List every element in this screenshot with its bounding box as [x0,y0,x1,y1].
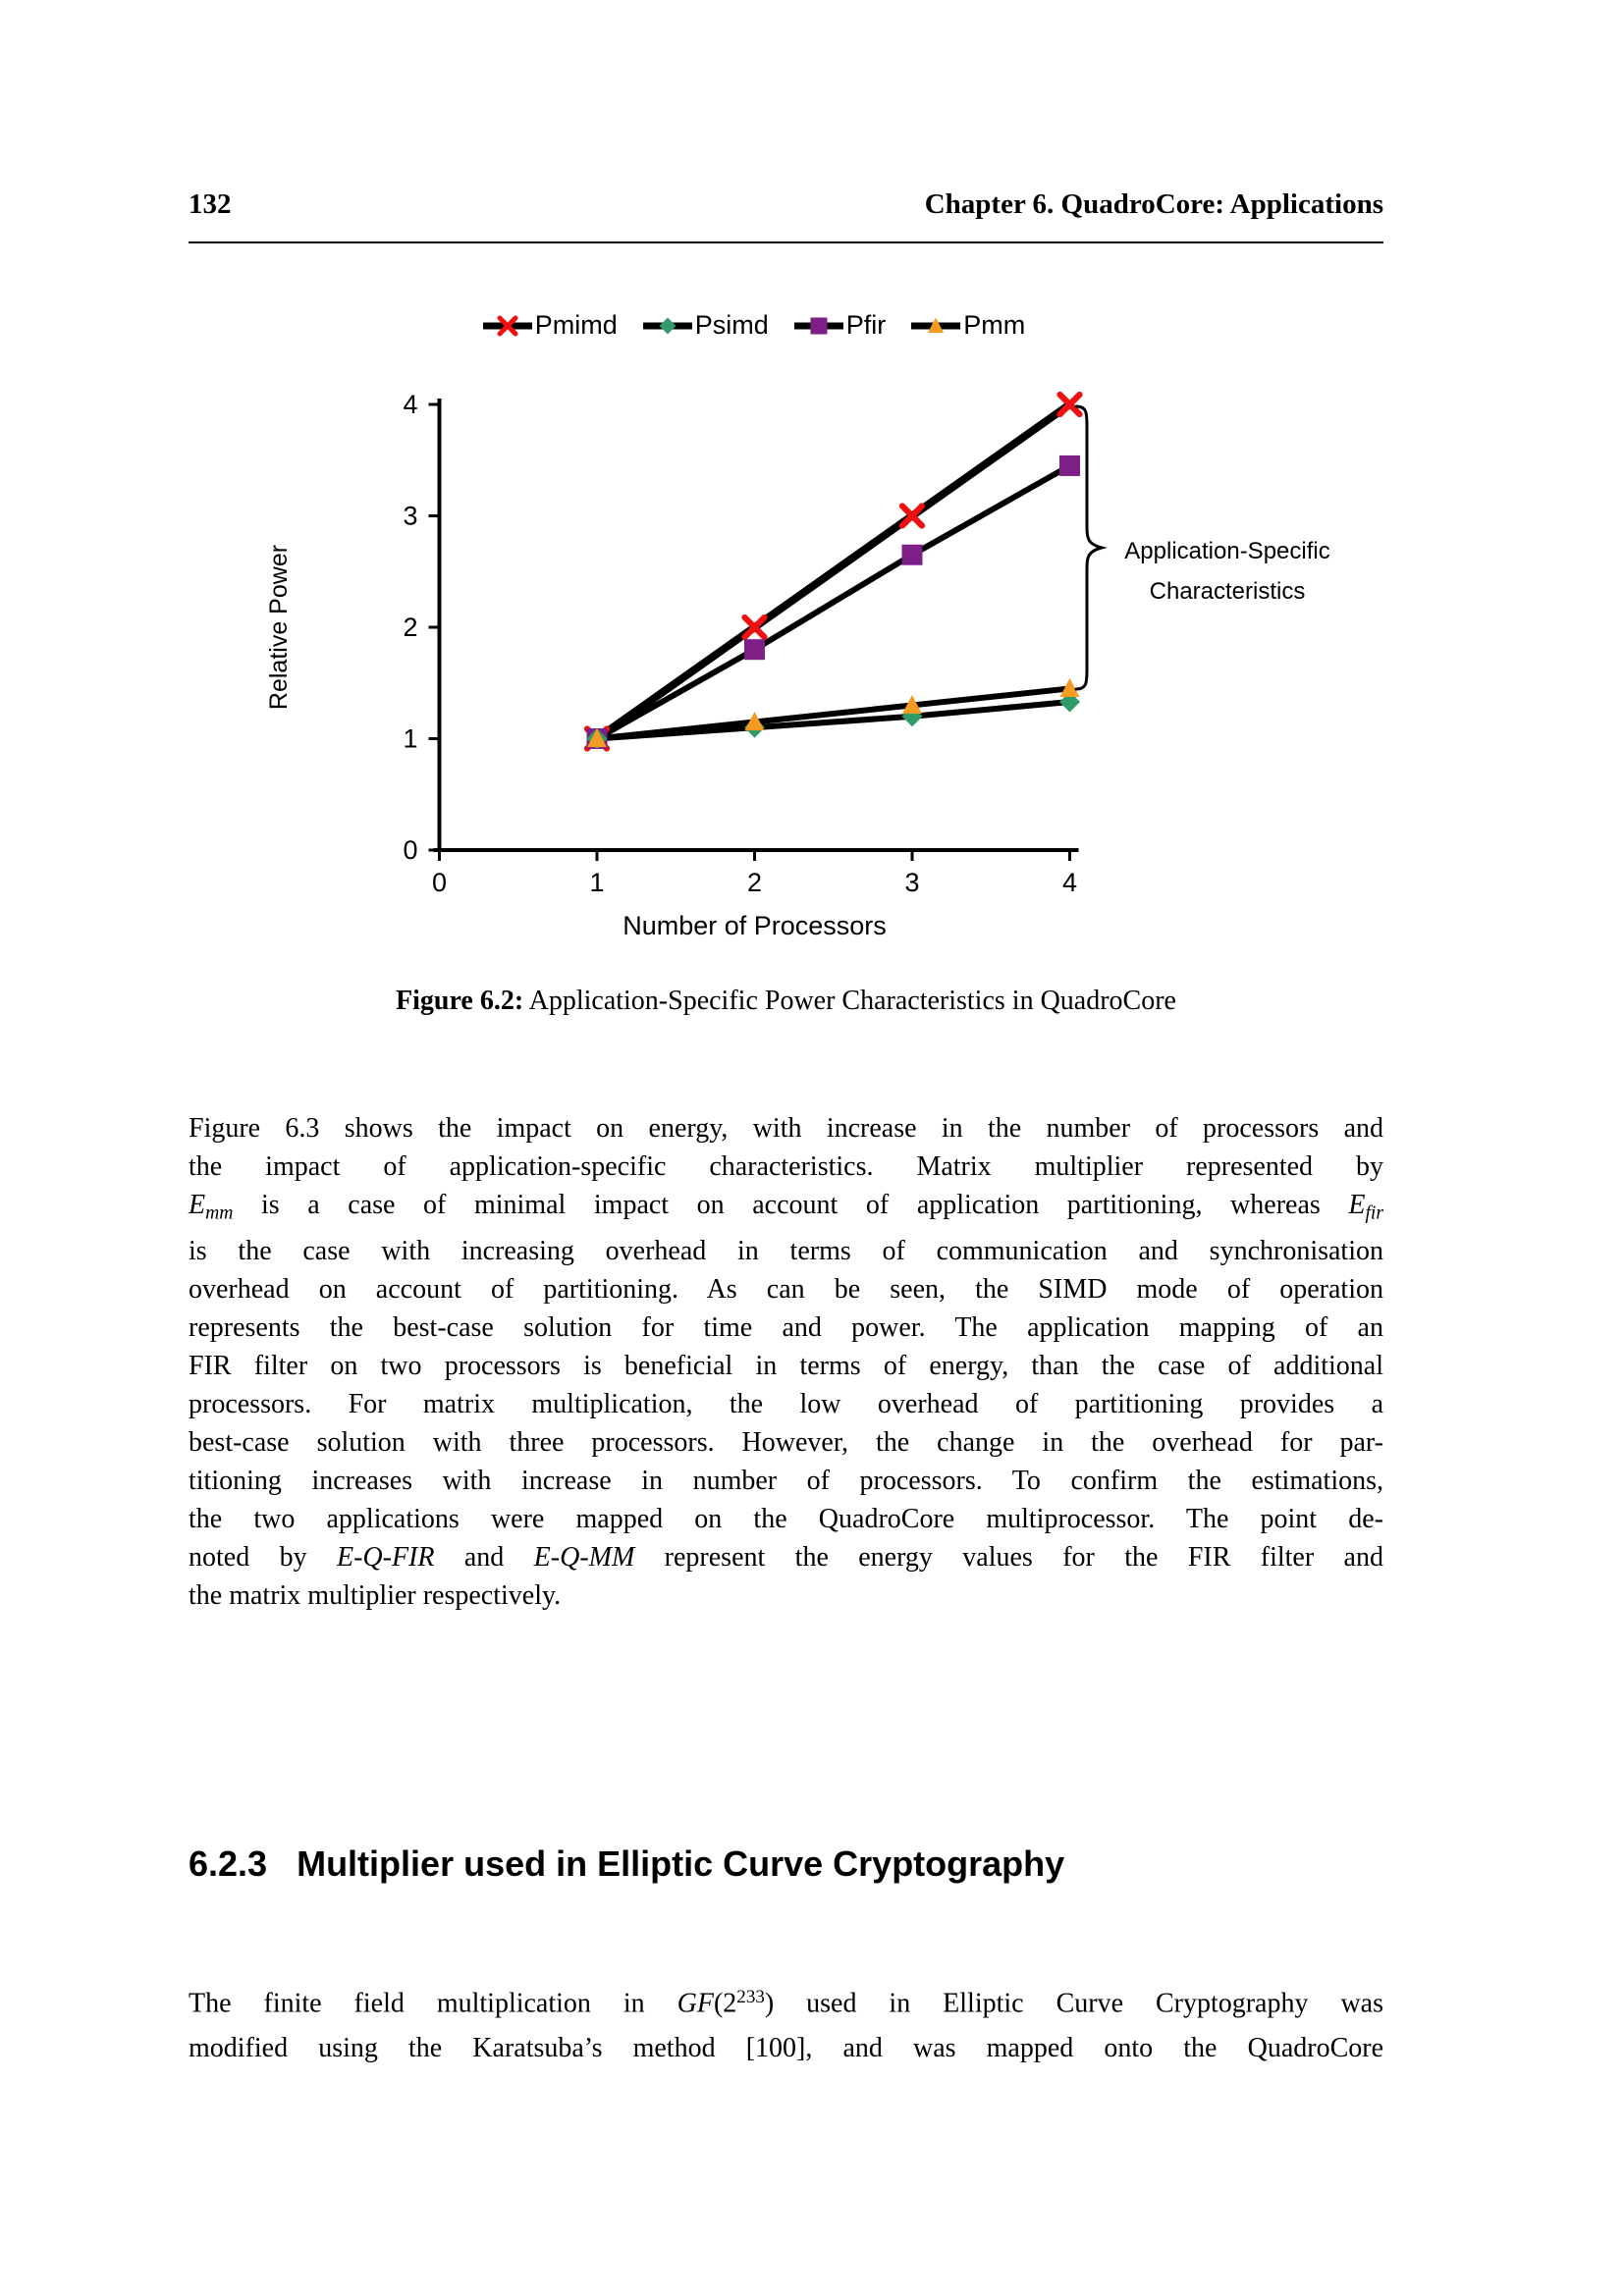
brace-icon [1076,406,1102,689]
text-line: Emm is a case of minimal impact on account of application partitioning, whereas Efir [189,1190,1383,1224]
x-tick-label: 4 [1061,868,1078,897]
text-line: noted by E-Q-FIR and E-Q-MM represent the energy values for the FIR filter and [189,1542,1383,1574]
section-title: Multiplier used in Elliptic Curve Cryptography [297,1843,1065,1884]
text-line: is the case with increasing overhead in terms of communication and synchronisation [189,1236,1383,1267]
figure-caption-label: Figure 6.2: [396,986,524,1016]
y-tick-label: 3 [403,501,418,531]
text-line: overhead on account of partitioning. As can be seen, the SIMD mode of operation [189,1274,1383,1306]
x-axis-title: Number of Processors [623,911,887,940]
legend-label: Pmimd [534,310,618,340]
x-tick-label: 3 [904,868,920,897]
paragraph-1 [189,1109,1383,1615]
text-line: The finite field multiplication in $GF(2^{233})$ used in Elliptic Curve Cryptography was [189,1987,1383,2019]
x-tick-label: 2 [746,868,763,897]
annotation-line-1: Application-Specific [1124,538,1330,564]
y-tick-label: 2 [403,613,418,642]
x-tick-label: 0 [431,868,448,897]
text-line: Figure 6.3 shows the impact on energy, with increase in the number of processors and [189,1113,1383,1144]
running-header: Chapter 6. QuadroCore: Applications [924,188,1383,220]
text-line: titioning increases with increase in number of processors. To confirm the estimations, [189,1466,1383,1497]
text-line: represents the best-case solution for time and power. The application mapping of an [189,1312,1383,1344]
text-line: the impact of application-specific characteristics. Matrix multiplier represented by [189,1151,1383,1182]
line-chart [0,0,1624,982]
y-tick-label: 1 [403,723,418,754]
text-line: FIR filter on two processors is beneficial in terms of energy, than the case of additional [189,1351,1383,1382]
text-line: the matrix multiplier respectively. [189,1580,562,1612]
legend-item-Pmimd [483,310,618,341]
figure-caption [189,986,1383,1017]
legend-item-Pmm [911,310,1025,341]
paragraph-2 [189,1975,1383,2070]
page-number: 132 [189,188,232,220]
legend-label: Pfir [845,310,887,340]
text-line: best-case solution with three processors. However, the change in the overhead for par- [189,1427,1383,1459]
y-tick-label: 0 [403,835,418,865]
legend-item-Psimd [643,310,769,341]
legend-marker-triangle-icon [911,313,960,339]
legend-label: Psimd [694,310,769,340]
text-line: the two applications were mapped on the QuadroCore multiprocessor. The point de- [189,1504,1383,1535]
axis-tick-labels [403,390,1077,897]
section-number: 6.2.3 [189,1843,268,1884]
legend-marker-square-icon [794,313,843,339]
legend-marker-x-icon [483,313,532,339]
legend-label: Pmm [963,310,1026,340]
text-line: modified using the Karatsuba’s method [100], and was mapped onto the QuadroCore [189,2032,1383,2063]
legend-item-Pfir [794,310,887,341]
section-heading [189,1843,1383,1885]
chart-annotation [1110,531,1345,612]
y-axis-title: Relative Power [265,544,293,711]
figure-caption-text: Application-Specific Power Characteristics in QuadroCore [523,986,1176,1016]
x-tick-label: 1 [589,868,605,897]
text-line: processors. For matrix multiplication, the low overhead of partitioning provides a [189,1389,1383,1420]
legend-marker-diamond-icon [643,313,692,339]
series-line-Pmimd [597,404,1070,739]
y-tick-label: 4 [403,390,418,419]
chart-legend [439,310,1069,341]
annotation-line-2: Characteristics [1149,578,1306,605]
